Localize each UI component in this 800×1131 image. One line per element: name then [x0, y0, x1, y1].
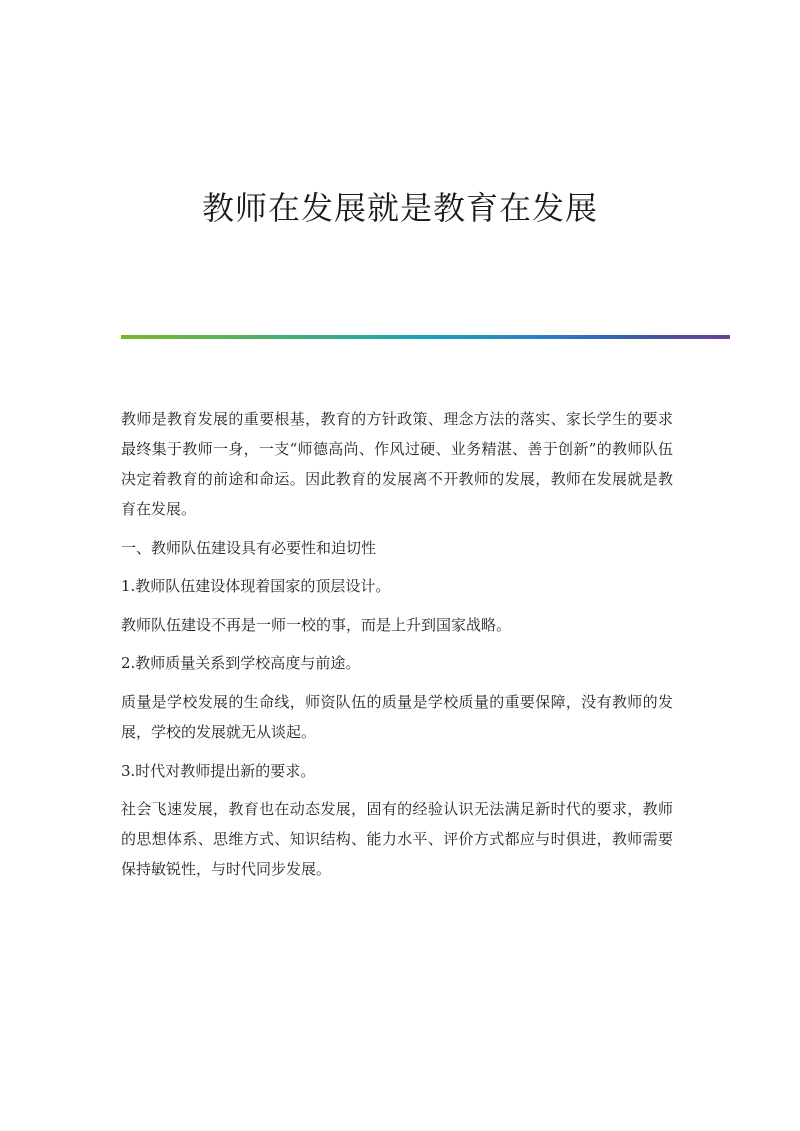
document-title: 教师在发展就是教育在发展 [201, 189, 598, 227]
paragraph-intro: 教师是教育发展的重要根基，教育的方针政策、理念方法的落实、家长学生的要求最终集于教师一身，一支“师德高尚、作风过硬、业务精湛、善于创新”的教师队伍决定着教育的前途和命运。因此教育的发展离不开教师的发展，教师在发展就是教育在发展。 [121, 410, 673, 518]
subheading-2: 2.教师质量关系到学校高度与前途。 [121, 654, 361, 673]
subheading-1: 1.教师队伍建设体现着国家的顶层设计。 [121, 577, 391, 596]
document-body [121, 404, 673, 893]
section-heading-1: 一、教师队伍建设具有必要性和迫切性 [121, 538, 377, 557]
paragraph-1: 教师队伍建设不再是一师一校的事，而是上升到国家战略。 [121, 615, 512, 634]
title-divider [121, 335, 730, 339]
paragraph-2: 质量是学校发展的生命线，师资队伍的质量是学校质量的重要保障，没有教师的发展，学校的发展就无从谈起。 [121, 692, 673, 741]
subheading-3: 3.时代对教师提出新的要求。 [121, 761, 316, 780]
paragraph-3: 社会飞速发展，教育也在动态发展，固有的经验认识无法满足新时代的要求，教师的思想体系、思维方式、知识结构、能力水平、评价方式都应与时俱进，教师需要保持敏锐性，与时代同步发展。 [121, 800, 673, 879]
